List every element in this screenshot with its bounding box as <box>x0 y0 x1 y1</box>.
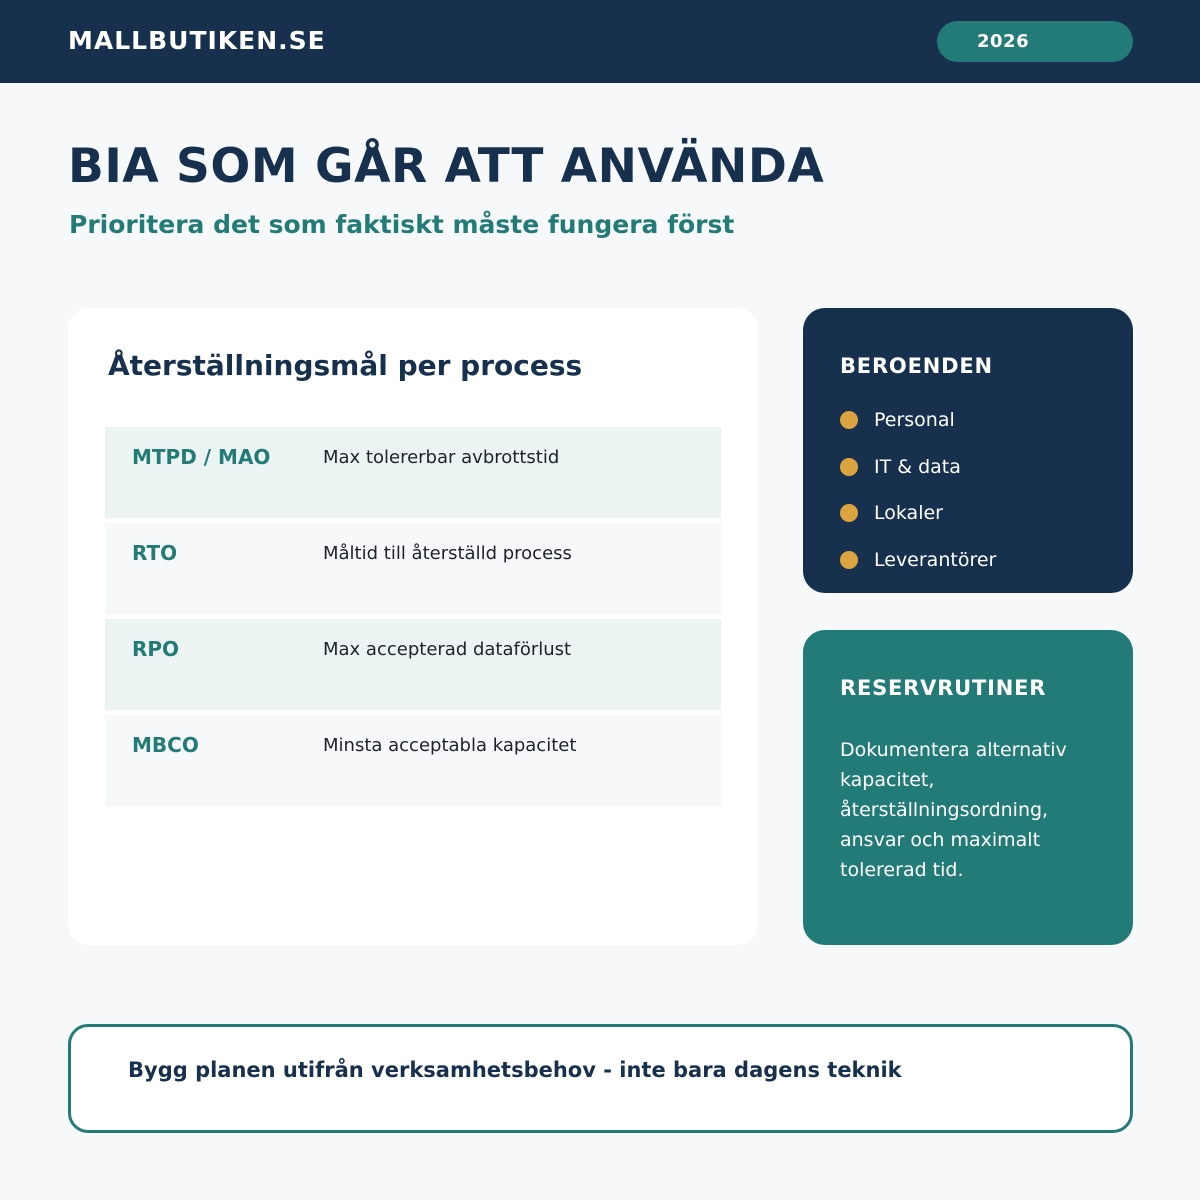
dependency-item <box>840 406 1120 434</box>
recovery-objectives-card <box>68 308 758 945</box>
metric-description: Måltid till återställd process <box>323 543 572 564</box>
dependency-item <box>840 453 1120 481</box>
year-label: 2026 <box>977 31 1030 52</box>
bullet-dot-icon <box>840 411 858 429</box>
metric-row <box>105 619 721 710</box>
metric-row <box>105 715 721 806</box>
bullet-dot-icon <box>840 458 858 476</box>
metric-description: Max accepterad dataförlust <box>323 639 572 660</box>
backup-text-line: Dokumentera alternativ <box>840 739 1067 761</box>
backup-routines-card <box>803 630 1133 945</box>
backup-text-line: ansvar och maximalt <box>840 829 1041 851</box>
metric-row <box>105 427 721 518</box>
page-title: BIA SOM GÅR ATT ANVÄNDA <box>68 139 825 194</box>
year-badge <box>937 21 1133 62</box>
metric-key: RTO <box>132 541 178 565</box>
metric-row <box>105 523 721 614</box>
dependency-item <box>840 499 1120 527</box>
metric-description: Max tolererbar avbrottstid <box>323 447 560 468</box>
dependency-label: Leverantörer <box>874 549 997 571</box>
bullet-dot-icon <box>840 504 858 522</box>
footer-callout-text: Bygg planen utifrån verksamhetsbehov - inte bara dagens teknik <box>128 1058 902 1082</box>
backup-text-line: tolererad tid. <box>840 859 964 881</box>
backup-text-line: kapacitet, <box>840 769 935 791</box>
footer-callout <box>68 1024 1133 1133</box>
dependencies-title: BEROENDEN <box>840 354 993 378</box>
metric-key: MBCO <box>132 733 199 757</box>
brand-name[interactable]: MALLBUTIKEN.SE <box>68 26 326 55</box>
metric-description: Minsta acceptabla kapacitet <box>323 735 577 756</box>
dependency-item <box>840 546 1120 574</box>
metric-key: MTPD / MAO <box>132 445 271 469</box>
backup-routines-title: RESERVRUTINER <box>840 676 1047 700</box>
dependencies-card <box>803 308 1133 593</box>
header-bar <box>0 0 1200 83</box>
bullet-dot-icon <box>840 551 858 569</box>
backup-text-line: återställningsordning, <box>840 799 1049 821</box>
metric-key: RPO <box>132 637 180 661</box>
dependency-label: IT & data <box>874 456 961 478</box>
page-subtitle: Prioritera det som faktiskt måste fungera först <box>69 210 735 239</box>
backup-routines-text <box>840 735 1110 885</box>
dependency-label: Personal <box>874 409 955 431</box>
dependency-label: Lokaler <box>874 502 943 524</box>
recovery-card-title: Återställningsmål per process <box>108 349 583 382</box>
